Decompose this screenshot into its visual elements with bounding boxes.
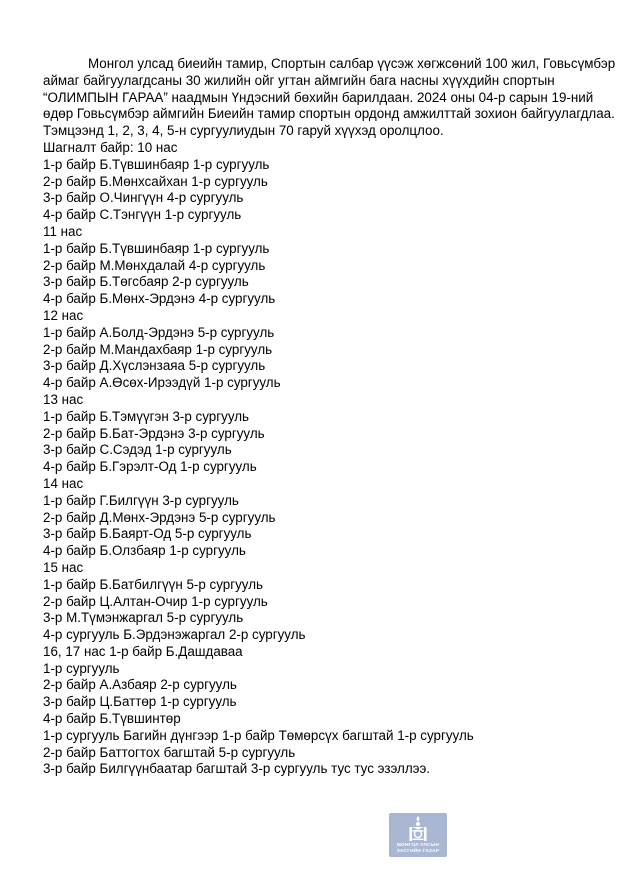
- result-line: 1-р байр Б.Тэмүүгэн 3-р сургууль: [43, 408, 250, 424]
- result-line: 2-р байр Б.Бат-Эрдэнэ 3-р сургууль: [43, 425, 265, 441]
- result-line: 4-р байр Б.Түвшинтөр: [43, 711, 181, 727]
- result-line: 11 нас: [43, 223, 83, 239]
- result-line: Шагналт байр: 10 нас: [43, 139, 178, 155]
- result-line: 2-р байр А.Азбаяр 2-р сургууль: [43, 677, 237, 693]
- result-line: 4-р сургууль Б.Эрдэнэжаргал 2-р сургууль: [43, 627, 306, 643]
- result-line: 1-р сургууль: [43, 660, 120, 676]
- result-line: 4-р байр Б.Олзбаяр 1-р сургууль: [43, 543, 246, 559]
- result-line: 3-р байр Билгүүнбаатар багштай 3-р сургууль тус тус эзэллээ.: [43, 761, 431, 777]
- result-line: 3-р байр Д.Хүслэнзаяа 5-р сургууль: [43, 358, 266, 374]
- result-line: 2-р байр Баттогтох багштай 5-р сургууль: [43, 744, 296, 760]
- results-list: [43, 140, 618, 778]
- document-body: [43, 56, 618, 778]
- result-line: 3-р байр Б.Баярт-Од 5-р сургууль: [43, 526, 252, 542]
- result-line: 1-р байр Г.Билгүүн 3-р сургууль: [43, 492, 239, 508]
- result-line: 4-р байр Б.Мөнх-Эрдэнэ 4-р сургууль: [43, 291, 276, 307]
- government-logo: [389, 813, 447, 857]
- result-line: 3-р байр О.Чингүүн 4-р сургууль: [43, 190, 244, 206]
- result-line: 1-р байр Б.Түвшинбаяр 1-р сургууль: [43, 240, 270, 256]
- result-line: 2-р байр Ц.Алтан-Очир 1-р сургууль: [43, 593, 268, 609]
- intro-paragraph: Монгол улсад биеийн тамир, Спортын салбар үүсэж хөгжсөний 100 жил, Говьсүмбэр аймаг байгуулагдсаны 30 жилийн ойг угтан аймгийн бага насны хүүхдийн спортын “ОЛИМПЫН ГАРАА” наадмын Үндэсний бөхийн барилдаан. 2024 оны 04-р сарын 19-ний өдөр Говьсүмбэр аймгийн Биеийн тамир спортын ордонд амжилттай зохион байгуулагдлаа. Тэмцээнд 1, 2, 3, 4, 5-н сургуулиудын 70 гаруй хүүхэд оролцлоо.: [43, 56, 616, 139]
- result-line: 4-р байр А.Өсөх-Ирээдүй 1-р сургууль: [43, 375, 281, 391]
- result-line: 3-р М.Түмэнжаргал 5-р сургууль: [43, 610, 244, 626]
- result-line: 12 нас: [43, 307, 84, 323]
- result-line: 4-р байр С.Тэнгүүн 1-р сургууль: [43, 207, 242, 223]
- result-line: 14 нас: [43, 475, 84, 491]
- logo-caption-line2: ЗАСГИЙН ГАЗАР: [396, 848, 440, 854]
- logo-caption-line1: МОНГОЛ УЛСЫН: [396, 843, 440, 848]
- result-line: 1-р байр Б.Батбилгүүн 5-р сургууль: [43, 576, 263, 592]
- result-line: 16, 17 нас 1-р байр Б.Дашдаваа: [43, 643, 243, 659]
- result-line: 2-р байр М.Мөнхдалай 4-р сургууль: [43, 257, 266, 273]
- result-line: 2-р байр М.Мандахбаяр 1-р сургууль: [43, 341, 273, 357]
- result-line: 3-р байр Ц.Баттөр 1-р сургууль: [43, 694, 237, 710]
- result-line: 2-р байр Д.Мөнх-Эрдэнэ 5-р сургууль: [43, 509, 276, 525]
- result-line: 2-р байр Б.Мөнхсайхан 1-р сургууль: [43, 173, 268, 189]
- result-line: 3-р байр Б.Төгсбаяр 2-р сургууль: [43, 274, 249, 290]
- result-line: 13 нас: [43, 391, 84, 407]
- result-line: 1-р сургууль Багийн дүнгээр 1-р байр Төмөрсүх багштай 1-р сургууль: [43, 727, 474, 743]
- soyombo-emblem-icon: [408, 815, 428, 842]
- result-line: 1-р байр А.Болд-Эрдэнэ 5-р сургууль: [43, 324, 275, 340]
- result-line: 4-р байр Б.Гэрэлт-Од 1-р сургууль: [43, 459, 257, 475]
- result-line: 3-р байр С.Сэдэд 1-р сургууль: [43, 442, 232, 458]
- result-line: 15 нас: [43, 559, 84, 575]
- result-line: 1-р байр Б.Түвшинбаяр 1-р сургууль: [43, 156, 270, 172]
